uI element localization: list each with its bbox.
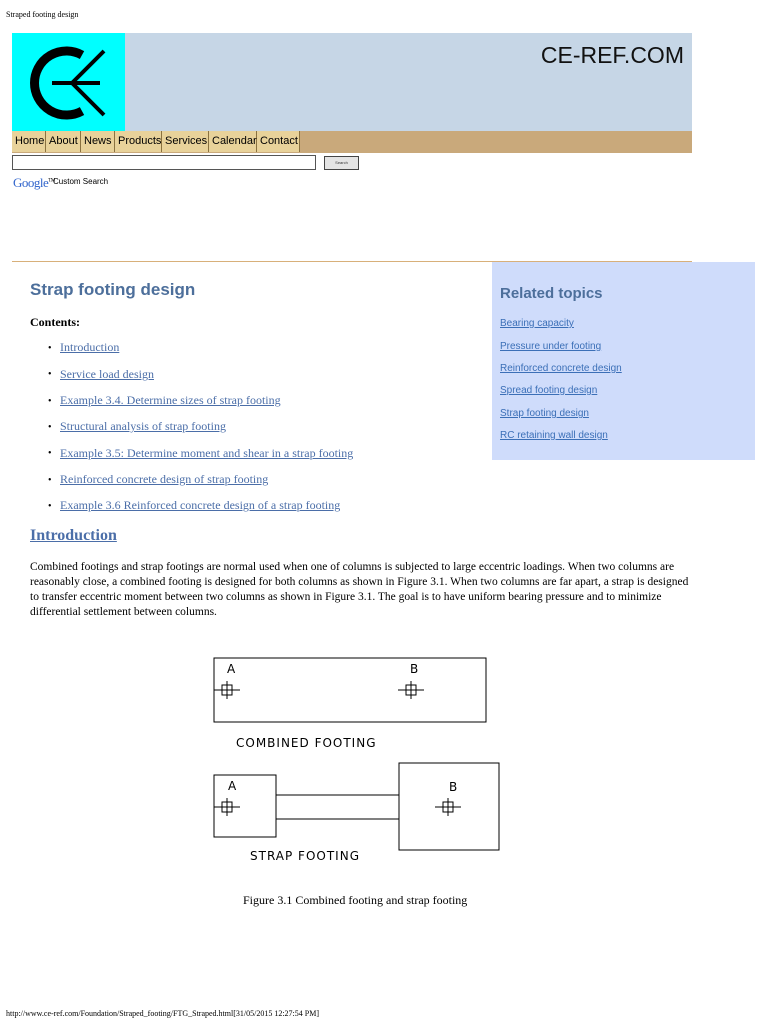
column-a-strap-icon xyxy=(214,798,240,816)
column-b-strap-icon xyxy=(435,798,461,816)
google-brand: Google xyxy=(13,175,49,190)
toc-bullet: • xyxy=(48,343,52,354)
toc-bullet: • xyxy=(48,448,52,459)
nav-item-services[interactable]: Services xyxy=(162,131,209,152)
google-logo xyxy=(13,175,55,191)
related-link-spread-footing-design[interactable]: Spread footing design xyxy=(500,385,598,396)
print-page-title: Straped footing design xyxy=(6,10,79,19)
strap-footing-a-outline xyxy=(214,775,276,837)
toc-bullet: • xyxy=(48,475,52,486)
toc-link-reinforced-concrete-design[interactable]: Reinforced concrete design of strap footing xyxy=(60,472,269,486)
nav-item-home[interactable]: Home xyxy=(12,131,46,152)
related-link-pressure-under-footing[interactable]: Pressure under footing xyxy=(500,341,602,352)
toc-link-example-3-4[interactable]: Example 3.4. Determine sizes of strap footing xyxy=(60,393,281,407)
label-b-strap: B xyxy=(449,780,458,794)
combined-footing-label: COMBINED FOOTING xyxy=(236,736,377,750)
nav-item-news[interactable]: News xyxy=(81,131,115,152)
related-link-rc-retaining-wall-design[interactable]: RC retaining wall design xyxy=(500,430,608,441)
nav-item-contact[interactable]: Contact xyxy=(257,131,300,152)
ce-ref-logo-icon xyxy=(12,33,125,131)
custom-search-label: Custom Search xyxy=(53,177,109,186)
toc-link-structural-analysis[interactable]: Structural analysis of strap footing xyxy=(60,419,226,433)
label-b-combined: B xyxy=(410,662,419,676)
search-button[interactable]: Search xyxy=(324,156,359,170)
search-input[interactable] xyxy=(12,155,316,170)
contents-label: Contents: xyxy=(30,315,80,329)
toc-bullet: • xyxy=(48,422,52,433)
toc-link-example-3-6[interactable]: Example 3.6 Reinforced concrete design of a strap footing xyxy=(60,498,341,512)
toc-link-introduction[interactable]: Introduction xyxy=(60,340,120,354)
nav-item-products[interactable]: Products xyxy=(115,131,162,152)
toc-link-example-3-5[interactable]: Example 3.5: Determine moment and shear in a strap footing xyxy=(60,446,354,460)
column-a-combined-icon xyxy=(214,681,240,699)
figure-caption: Figure 3.1 Combined footing and strap footing xyxy=(243,893,468,907)
nav-item-about[interactable]: About xyxy=(46,131,81,152)
figure-footing-diagram xyxy=(200,650,510,875)
related-link-reinforced-concrete-design[interactable]: Reinforced concrete design xyxy=(500,363,622,374)
section-heading-introduction[interactable]: Introduction xyxy=(30,527,117,544)
site-logo[interactable] xyxy=(12,33,125,131)
footing-diagram-svg xyxy=(200,650,510,870)
site-name[interactable]: CE-REF.COM xyxy=(540,42,684,68)
google-tm: TM xyxy=(48,178,55,184)
nav-item-calendar[interactable]: Calendar xyxy=(209,131,257,152)
toc-link-service-load-design[interactable]: Service load design xyxy=(60,367,154,381)
label-a-strap: A xyxy=(228,779,237,793)
related-link-bearing-capacity[interactable]: Bearing capacity xyxy=(500,318,574,329)
related-link-strap-footing-design[interactable]: Strap footing design xyxy=(500,408,589,419)
combined-footing-outline xyxy=(214,658,486,722)
label-a-combined: A xyxy=(227,662,236,676)
toc-bullet: • xyxy=(48,396,52,407)
toc-bullet: • xyxy=(48,501,52,512)
page-title: Strap footing design xyxy=(30,280,196,299)
column-b-combined-icon xyxy=(398,681,424,699)
toc-bullet: • xyxy=(48,369,52,380)
strap-footing-label: STRAP FOOTING xyxy=(250,849,360,863)
intro-paragraph: Combined footings and strap footings are normal used when one of columns is subjected to large eccentric loadings. When two columns are reasonably close, a combined footing is designed for both columns as shown in Figure 3.1. When two columns are far apart, a strap is designed to transfer eccentric moment between two columns as shown in Figure 3.1. The goal is to have uniform bearing pressure and to minimize differential settlement between columns. xyxy=(30,561,689,618)
print-page-footer: http://www.ce-ref.com/Foundation/Straped_footing/FTG_Straped.html[31/05/2015 12:27:54 PM] xyxy=(6,1009,320,1018)
related-topics-title: Related topics xyxy=(500,285,603,302)
